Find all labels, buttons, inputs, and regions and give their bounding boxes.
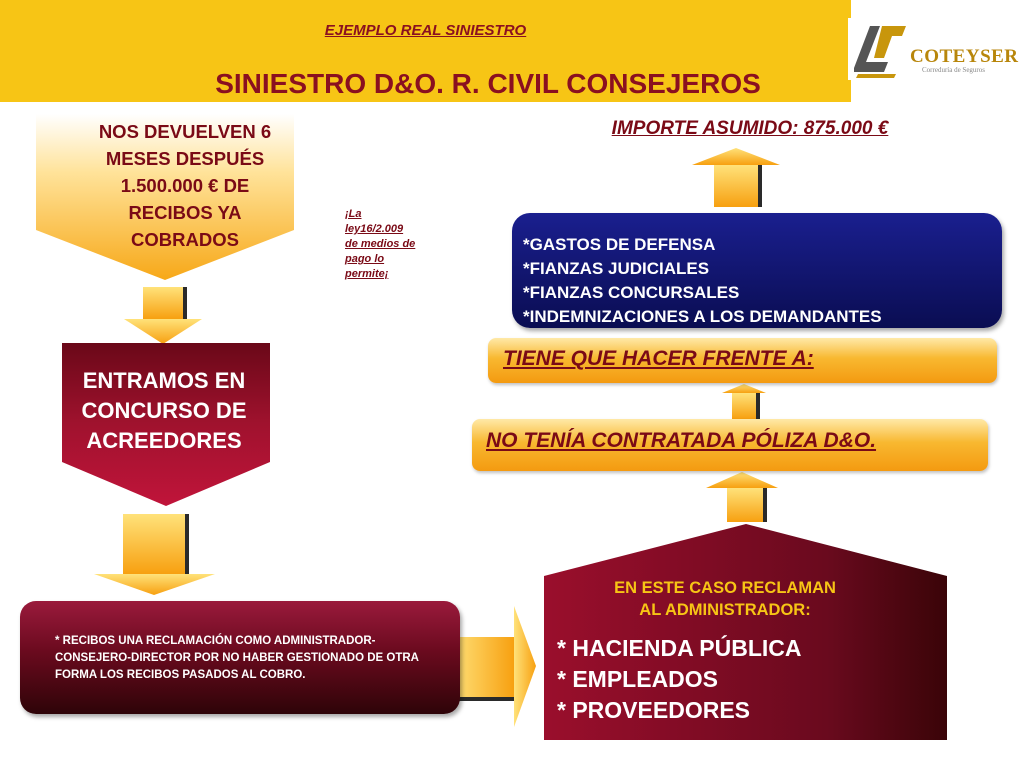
concurso-text (64, 366, 264, 456)
slide-title: SINIESTRO D&O. R. CIVIL CONSEJEROS (215, 68, 761, 99)
gastos-item: *INDEMNIZACIONES A LOS DEMANDANTES (523, 307, 882, 326)
note-line-4: pago lo (345, 253, 385, 265)
up-arrow-lower (706, 472, 778, 522)
slide-subtitle: EJEMPLO REAL SINIESTRO (324, 22, 527, 39)
logo-text: COTEYSER (910, 46, 1019, 67)
no-tenia-text: NO TENÍA CONTRATADA PÓLIZA D&O. (486, 429, 877, 452)
reclaman-title-line-2: AL ADMINISTRADOR: (639, 601, 811, 619)
reclaman-item: * HACIENDA PÚBLICA (557, 635, 802, 661)
note-line-2: ley16/2.009 (345, 223, 404, 235)
reclaman-item: * PROVEEDORES (557, 697, 750, 723)
tiene-que-text: TIENE QUE HACER FRENTE A: (503, 347, 814, 370)
concurso-line-2: CONCURSO DE (81, 398, 247, 423)
devuelven-line-2: MESES DESPUÉS (105, 148, 265, 169)
devuelven-line-3: 1.500.000 € DE (120, 175, 250, 196)
right-arrow (452, 606, 536, 727)
reclaman-title (560, 577, 890, 621)
recibos-text: * RECIBOS UNA RECLAMACIÓN COMO ADMINISTRADOR-CONSEJERO-DIRECTOR POR NO HABER GESTIONADO DE OTRA FORMA LOS RECIBOS PASADOS AL COBRO. (55, 635, 419, 681)
gastos-item: *GASTOS DE DEFENSA (523, 235, 716, 254)
concurso-line-1: ENTRAMOS EN (82, 368, 246, 393)
down-arrow-2 (94, 514, 215, 595)
devuelven-text (70, 118, 300, 253)
logo-subtext: Correduría de Seguros (922, 66, 985, 74)
devuelven-line-1: NOS DEVUELVEN 6 (98, 121, 272, 142)
gastos-item: *FIANZAS JUDICIALES (523, 259, 710, 278)
up-arrow-top (692, 148, 780, 207)
devuelven-line-5: COBRADOS (131, 229, 239, 250)
concurso-line-3: ACREEDORES (86, 428, 242, 453)
down-arrow-1 (124, 287, 202, 344)
ley-note (345, 207, 440, 282)
note-line-5: permite¡ (345, 268, 389, 280)
reclaman-list (557, 633, 802, 726)
importe-asumido: IMPORTE ASUMIDO: 875.000 € (611, 118, 889, 139)
up-arrow-middle (722, 384, 766, 419)
gastos-list (523, 233, 882, 329)
gastos-item: *FIANZAS CONCURSALES (523, 283, 740, 302)
devuelven-line-4: RECIBOS YA (128, 202, 242, 223)
reclaman-title-line-1: EN ESTE CASO RECLAMAN (614, 579, 836, 597)
note-line-3: de medios de (345, 238, 416, 250)
reclaman-item: * EMPLEADOS (557, 666, 719, 692)
note-line-1: ¡La (345, 208, 362, 220)
